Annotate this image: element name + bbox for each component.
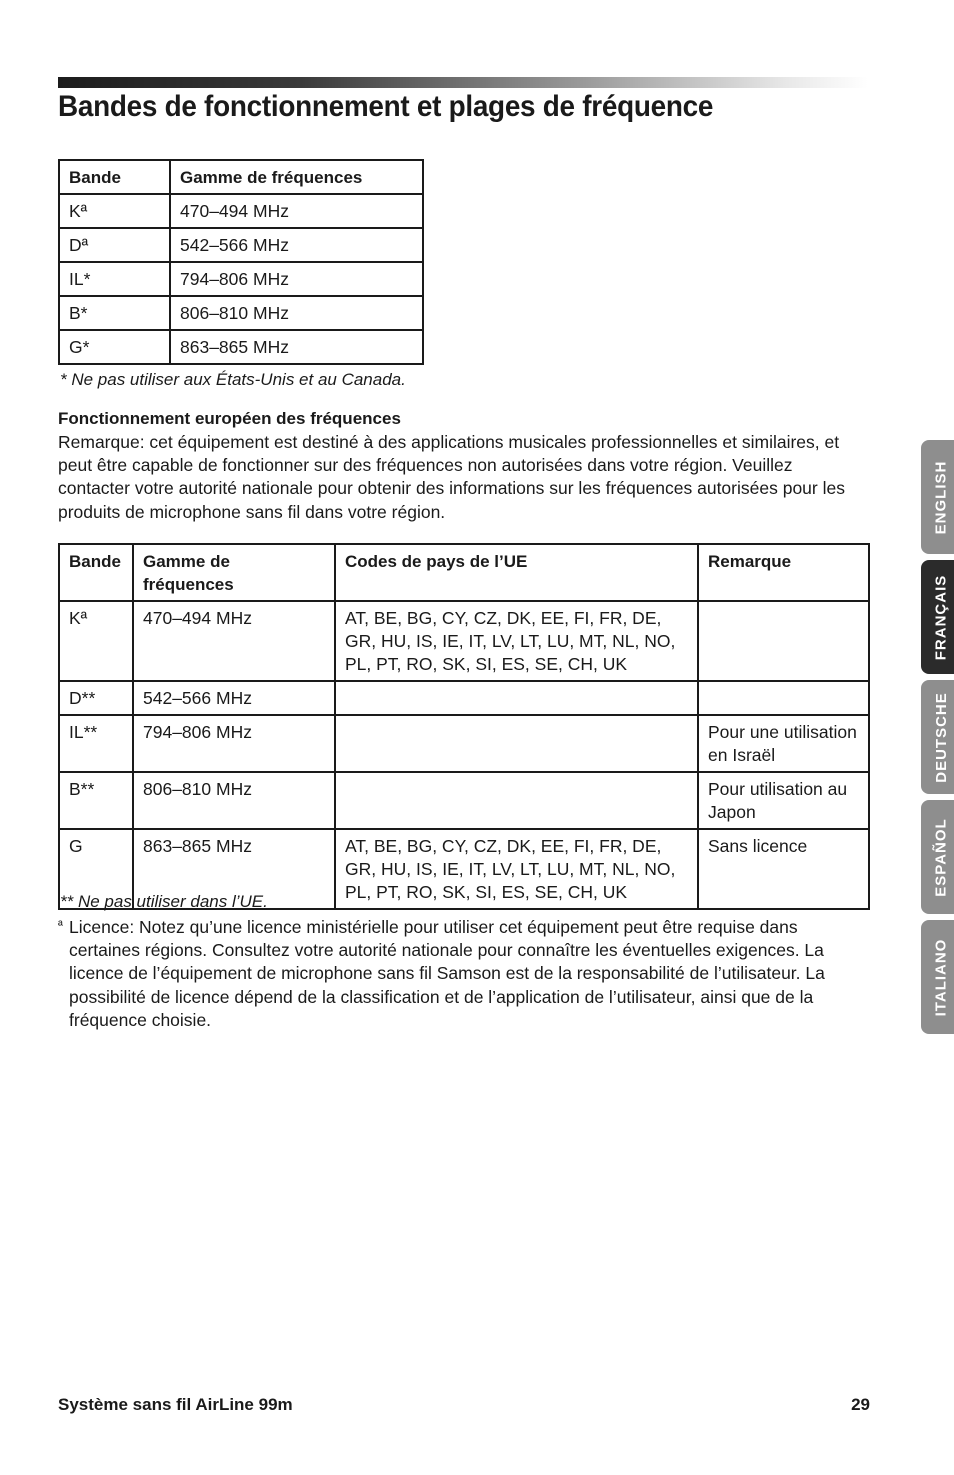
frequency-cell: 470–494 MHz <box>170 194 423 228</box>
tab-deutsche-label: DEUTSCHE <box>932 691 950 783</box>
tab-francais[interactable] <box>921 560 954 674</box>
tab-italiano[interactable] <box>921 920 954 1034</box>
remark-cell: Pour utilisation au Japon <box>698 772 869 829</box>
tab-deutsche[interactable] <box>921 680 954 794</box>
title-rule <box>58 77 868 88</box>
table-row <box>59 715 869 772</box>
table-row <box>59 601 869 681</box>
frequency-cell: 794–806 MHz <box>133 715 335 772</box>
table-row <box>59 228 423 262</box>
band-cell: B** <box>59 772 133 829</box>
frequency-cell: 542–566 MHz <box>133 681 335 715</box>
us-canada-note: * Ne pas utiliser aux États-Unis et au Canada. <box>60 370 406 389</box>
footer-product-name: Système sans fil AirLine 99m <box>58 1395 293 1414</box>
band-cell: D** <box>59 681 133 715</box>
remark-cell: Sans licence <box>698 829 869 909</box>
frequency-cell: 806–810 MHz <box>133 772 335 829</box>
tab-espanol[interactable] <box>921 800 954 914</box>
frequency-cell: 863–865 MHz <box>170 330 423 364</box>
column-header-country-codes: Codes de pays de l’UE <box>335 544 698 601</box>
footnote-mark: ª <box>58 918 63 933</box>
table-row <box>59 330 423 364</box>
tab-english-label: ENGLISH <box>932 460 950 534</box>
eu-note: ** Ne pas utiliser dans l’UE. <box>60 892 268 911</box>
page-title: Bandes de fonctionnement et plages de fréquence <box>58 90 714 123</box>
table-row <box>59 681 869 715</box>
country-codes-cell: AT, BE, BG, CY, CZ, DK, EE, FI, FR, DE, GR, HU, IS, IE, IT, LV, LT, LU, MT, NL, NO, PL, PT, RO, SK, SI, ES, SE, CH, UK <box>335 601 698 681</box>
table-header-row <box>59 544 869 601</box>
column-header-band: Bande <box>59 544 133 601</box>
frequency-cell: 863–865 MHz <box>133 829 335 909</box>
page-number: 29 <box>851 1395 870 1414</box>
frequency-cell: 794–806 MHz <box>170 262 423 296</box>
remark-cell <box>698 681 869 715</box>
table-row <box>59 772 869 829</box>
band-cell: G* <box>59 330 170 364</box>
remark-cell <box>698 601 869 681</box>
footnote-text: Licence: Notez qu’une licence ministérielle pour utiliser cet équipement peut être requise dans certaines régions. Consultez votre autorité nationale pour connaître les éventuelles exigences. La licence de l’équipement de microphone sans fil Samson est de la responsabilité de l’utilisateur. La possibilité de licence dépend de la classification et de l’application de l’utilisateur, ainsi que de la fréquence choisie. <box>69 917 825 1030</box>
table-row <box>59 296 423 330</box>
table-header-row <box>59 160 423 194</box>
band-cell: Kª <box>59 601 133 681</box>
column-header-band: Bande <box>59 160 170 194</box>
tab-english[interactable] <box>921 440 954 554</box>
tab-italiano-label: ITALIANO <box>932 938 950 1016</box>
band-cell: Dª <box>59 228 170 262</box>
country-codes-cell <box>335 681 698 715</box>
band-cell: IL** <box>59 715 133 772</box>
section-heading: Fonctionnement européen des fréquences <box>58 409 401 428</box>
column-header-frequency: Gamme de fréquences <box>170 160 423 194</box>
frequency-cell: 806–810 MHz <box>170 296 423 330</box>
band-cell: B* <box>59 296 170 330</box>
frequency-table <box>58 159 424 365</box>
table-row <box>59 194 423 228</box>
frequency-cell: 542–566 MHz <box>170 228 423 262</box>
column-header-remark: Remarque <box>698 544 869 601</box>
column-header-frequency: Gamme de fréquences <box>133 544 335 601</box>
section-body: Remarque: cet équipement est destiné à des applications musicales professionnelles et similaires, et peut être capable de fonctionner sur des fréquences non autorisées dans votre région. Veuillez contacter votre autorité nationale pour obtenir des informations sur les fréquences autorisées pour les produits de microphone sans fil dans votre région. <box>58 432 845 522</box>
tab-francais-label: FRANÇAIS <box>932 574 950 660</box>
remark-cell: Pour une utilisation en Israël <box>698 715 869 772</box>
tab-espanol-label: ESPAÑOL <box>932 817 950 897</box>
licence-footnote <box>58 916 866 1032</box>
country-codes-cell <box>335 715 698 772</box>
band-cell: IL* <box>59 262 170 296</box>
frequency-cell: 470–494 MHz <box>133 601 335 681</box>
table-row <box>59 262 423 296</box>
country-codes-cell: AT, BE, BG, CY, CZ, DK, EE, FI, FR, DE, GR, HU, IS, IE, IT, LV, LT, LU, MT, NL, NO, PL, PT, RO, SK, SI, ES, SE, CH, UK <box>335 829 698 909</box>
country-codes-cell <box>335 772 698 829</box>
eu-frequency-table <box>58 543 870 910</box>
band-cell: G <box>59 829 133 909</box>
band-cell: Kª <box>59 194 170 228</box>
